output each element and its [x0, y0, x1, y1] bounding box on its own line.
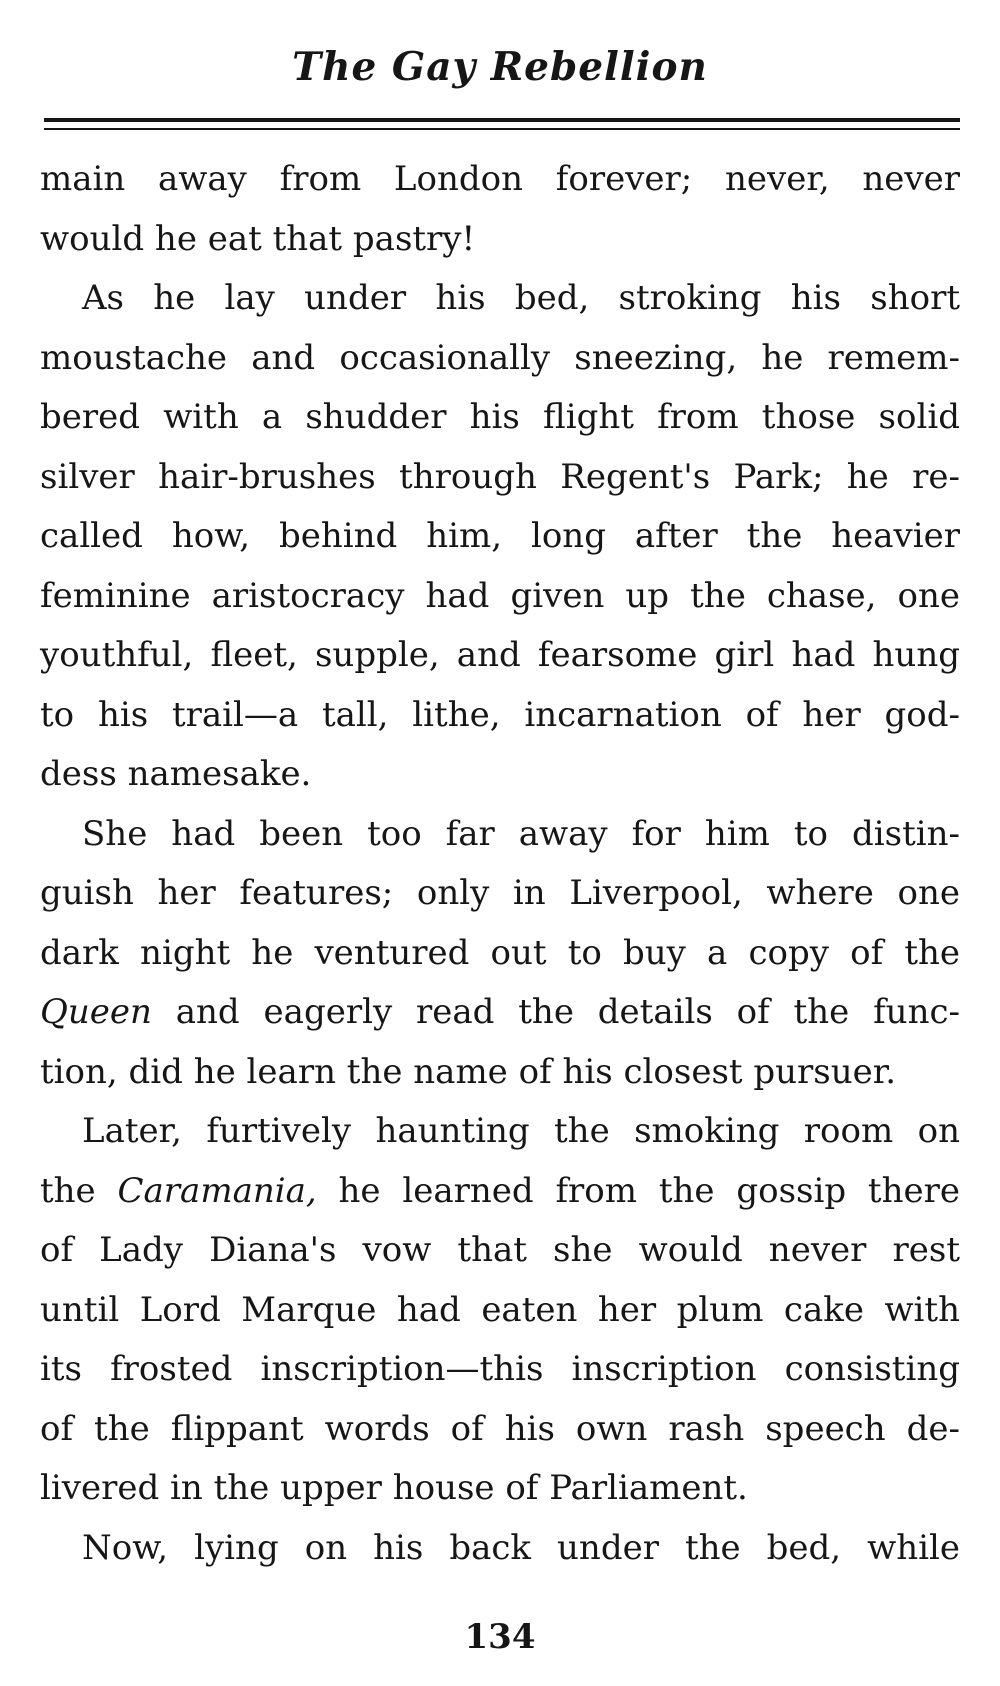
- text-line: As he lay under his bed, stroking his short: [82, 278, 960, 318]
- text-line: She had been too far away for him to distin-: [82, 813, 960, 854]
- text-line: of the flippant words of his own rash speech de-: [40, 1408, 960, 1449]
- text-line: of Lady Diana's vow that she would never rest: [40, 1230, 960, 1270]
- text-line: its frosted inscription—this inscription consisting: [40, 1349, 960, 1389]
- text-line: tion, did he learn the name of his closest pursuer.: [40, 1051, 897, 1092]
- text-line: Now, lying on his back under the bed, while: [82, 1527, 960, 1568]
- header-rule-thin: [44, 128, 960, 130]
- body-text: [40, 150, 960, 1578]
- text-line: would he eat that pastry!: [40, 218, 476, 259]
- text-line: feminine aristocracy had given up the chase, one: [40, 575, 960, 616]
- page-number: 134: [464, 1617, 536, 1657]
- text-line: dess namesake.: [40, 754, 312, 794]
- text-line: the Caramania, he learned from the gossip there: [40, 1170, 960, 1211]
- running-head: The Gay Rebellion: [292, 44, 708, 90]
- header-rule-thick: [44, 118, 960, 122]
- text-line: youthful, fleet, supple, and fearsome girl had hung: [40, 635, 960, 675]
- text-line: called how, behind him, long after the heavier: [40, 516, 960, 556]
- text-line: main away from London forever; never, never: [40, 159, 960, 199]
- text-line: guish her features; only in Liverpool, where one: [40, 873, 960, 913]
- text-line: Later, furtively haunting the smoking room on: [82, 1111, 960, 1151]
- text-line: to his trail—a tall, lithe, incarnation of her god-: [40, 694, 960, 735]
- text-line: dark night he ventured out to buy a copy of the: [40, 932, 960, 973]
- text-line: silver hair-brushes through Regent's Park; he re-: [40, 456, 960, 497]
- text-line: Queen and eagerly read the details of the func-: [40, 992, 960, 1032]
- text-line: livered in the upper house of Parliament.: [40, 1468, 748, 1508]
- text-line: bered with a shudder his flight from those solid: [40, 397, 960, 437]
- text-line: until Lord Marque had eaten her plum cake with: [40, 1289, 960, 1330]
- text-line: moustache and occasionally sneezing, he remem-: [40, 337, 960, 378]
